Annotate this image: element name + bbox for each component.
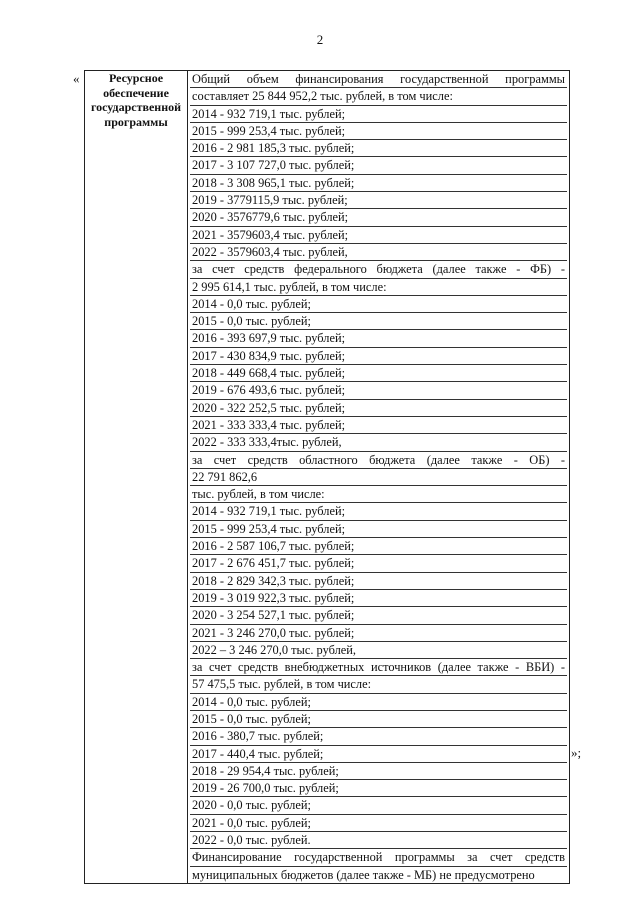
content-line: за счет средств внебюджетных источников (далее также - ВБИ) - bbox=[190, 659, 567, 676]
content-line: 2016 - 2 587 106,7 тыс. рублей; bbox=[190, 538, 567, 555]
content-line: 2015 - 999 253,4 тыс. рублей; bbox=[190, 521, 567, 538]
content-line: за счет средств федерального бюджета (далее также - ФБ) - bbox=[190, 261, 567, 278]
row-label-cell bbox=[85, 71, 188, 884]
content-line: 2019 - 26 700,0 тыс. рублей; bbox=[190, 780, 567, 797]
content-line: 2014 - 932 719,1 тыс. рублей; bbox=[190, 503, 567, 520]
content-line: Общий объем финансирования государственной программы bbox=[190, 71, 567, 88]
content-line: 2020 - 3576779,6 тыс. рублей; bbox=[190, 209, 567, 226]
content-line: 2021 - 3579603,4 тыс. рублей; bbox=[190, 227, 567, 244]
content-line: 2021 - 0,0 тыс. рублей; bbox=[190, 815, 567, 832]
content-line: 2022 - 333 333,4тыс. рублей, bbox=[190, 434, 567, 451]
content-line: за счет средств областного бюджета (далее также - ОБ) - bbox=[190, 452, 567, 469]
content-line: 2020 - 3 254 527,1 тыс. рублей; bbox=[190, 607, 567, 624]
content-line: 2016 - 2 981 185,3 тыс. рублей; bbox=[190, 140, 567, 157]
content-line: 57 475,5 тыс. рублей, в том числе: bbox=[190, 676, 567, 693]
content-line: 2018 - 449 668,4 тыс. рублей; bbox=[190, 365, 567, 382]
table-row bbox=[85, 71, 570, 884]
content-line: 2019 - 676 493,6 тыс. рублей; bbox=[190, 382, 567, 399]
content-line: 2022 - 3579603,4 тыс. рублей, bbox=[190, 244, 567, 261]
content-line: 2016 - 380,7 тыс. рублей; bbox=[190, 728, 567, 745]
content-line: 2015 - 0,0 тыс. рублей; bbox=[190, 711, 567, 728]
content-line: 2016 - 393 697,9 тыс. рублей; bbox=[190, 330, 567, 347]
content-lines bbox=[190, 71, 567, 883]
content-line: 2022 - 0,0 тыс. рублей. bbox=[190, 832, 567, 849]
page-number: 2 bbox=[316, 32, 324, 47]
content-line: 2014 - 0,0 тыс. рублей; bbox=[190, 296, 567, 313]
content-line: 2018 - 2 829 342,3 тыс. рублей; bbox=[190, 573, 567, 590]
content-line: 2014 - 0,0 тыс. рублей; bbox=[190, 694, 567, 711]
content-line: 2021 - 333 333,4 тыс. рублей; bbox=[190, 417, 567, 434]
content-line: 2021 - 3 246 270,0 тыс. рублей; bbox=[190, 625, 567, 642]
content-line: 2017 - 440,4 тыс. рублей; bbox=[190, 746, 567, 763]
content-line: муниципальных бюджетов (далее также - МБ) не предусмотрено bbox=[192, 867, 535, 882]
content-line: 2019 - 3 019 922,3 тыс. рублей; bbox=[190, 590, 567, 607]
content-line: составляет 25 844 952,2 тыс. рублей, в том числе: bbox=[190, 88, 567, 105]
content-line: Финансирование государственной программы за счет средств bbox=[190, 849, 567, 866]
content-line: 2018 - 3 308 965,1 тыс. рублей; bbox=[190, 175, 567, 192]
content-line: 2017 - 3 107 727,0 тыс. рублей; bbox=[190, 157, 567, 174]
row-content-cell bbox=[188, 71, 570, 884]
closing-quote-mark: »; bbox=[571, 745, 582, 760]
content-line: 2020 - 0,0 тыс. рублей; bbox=[190, 797, 567, 814]
content-line: 2019 - 3779115,9 тыс. рублей; bbox=[190, 192, 567, 209]
opening-quote-mark: « bbox=[73, 71, 80, 86]
content-line: 2015 - 999 253,4 тыс. рублей; bbox=[190, 123, 567, 140]
content-line: 22 791 862,6 bbox=[190, 469, 567, 486]
row-label: Ресурсное обеспечение государственной программы bbox=[90, 71, 182, 129]
content-line: 2017 - 430 834,9 тыс. рублей; bbox=[190, 348, 567, 365]
content-line: тыс. рублей, в том числе: bbox=[190, 486, 567, 503]
content-line: 2 995 614,1 тыс. рублей, в том числе: bbox=[190, 279, 567, 296]
content-line: 2022 – 3 246 270,0 тыс. рублей, bbox=[190, 642, 567, 659]
content-line: 2014 - 932 719,1 тыс. рублей; bbox=[190, 106, 567, 123]
content-line: 2017 - 2 676 451,7 тыс. рублей; bbox=[190, 555, 567, 572]
resource-provision-table bbox=[84, 70, 570, 884]
content-line: 2020 - 322 252,5 тыс. рублей; bbox=[190, 400, 567, 417]
content-line: 2018 - 29 954,4 тыс. рублей; bbox=[190, 763, 567, 780]
content-line: 2015 - 0,0 тыс. рублей; bbox=[190, 313, 567, 330]
